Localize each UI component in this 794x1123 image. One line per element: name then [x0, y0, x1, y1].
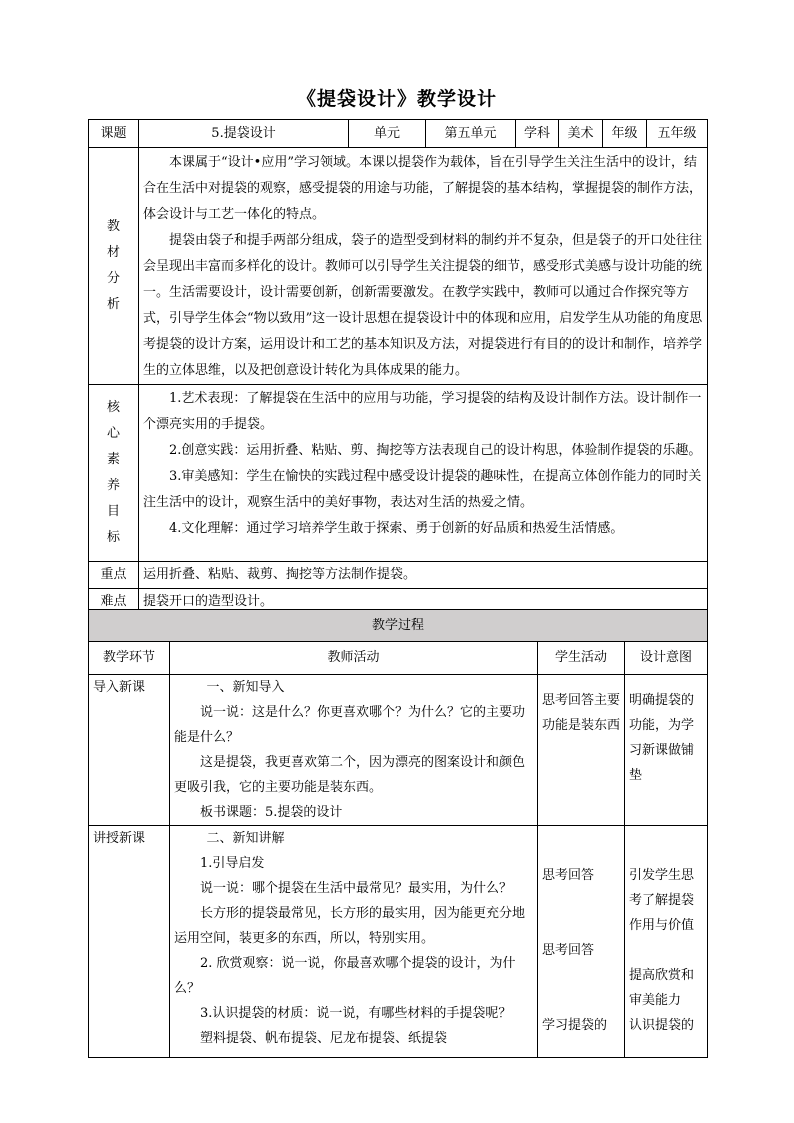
unit-label: 单元: [349, 120, 426, 148]
teacher-line: 塑料提袋、帆布提袋、尼龙布提袋、纸提袋: [200, 1031, 448, 1046]
teacher-line: 二、新知讲解: [206, 831, 285, 846]
unit-value: 第五单元: [426, 120, 516, 148]
column-header-intent: 设计意图: [625, 642, 708, 675]
lesson-value: 5.提袋设计: [139, 120, 349, 148]
material-analysis-content: [139, 148, 708, 385]
design-intent-cell: [625, 826, 708, 1058]
difficulty-label: 难点: [89, 589, 139, 616]
design-intent-text: 提高欣赏和审美能力: [629, 968, 695, 1008]
core-goals-label: 核 心 素 养 目 标: [89, 385, 139, 562]
grade-value: 五年级: [647, 120, 708, 148]
stage-cell: 讲授新课: [89, 826, 170, 1058]
design-intent-text: 明确提袋的功能，为学习新课做铺垫: [629, 693, 695, 783]
core-goals-content: [139, 385, 708, 562]
teacher-line: 2. 欣赏观察：说一说，你最喜欢哪个提袋的设计，为什么？: [174, 956, 516, 996]
column-header-stage: 教学环节: [89, 642, 170, 675]
material-paragraph: 提袋由袋子和提手两部分组成，袋子的造型受到材料的制约并不复杂，但是袋子的开口处往往会呈现出丰富而多样化的设计。教师可以引导学生关注提袋的细节，感受形式美感与设计功能的统一。生活需要设计，设计需要创新，创新需要激发。在教学实践中，教师可以通过合作探究等方式，引导学生体会“物以致用”这一设计思想在提袋设计中的体现和应用，启发学生从功能的角度思考提袋的设计方案，运用设计和工艺的基本知识及方法，对提袋进行有目的的设计和制作，培养学生的立体思维，以及把创意设计转化为具体成果的能力。: [143, 233, 703, 378]
document-title: 《提袋设计》教学设计: [296, 88, 497, 110]
student-activity-text: 思考回答: [542, 868, 595, 883]
teacher-line: 一、新知导入: [206, 680, 285, 695]
student-activity-text: 思考回答: [542, 943, 595, 958]
teacher-line: 板书课题：5.提袋的设计: [200, 805, 343, 820]
teaching-process-table: [88, 609, 708, 1058]
design-intent-text: 认识提袋的: [629, 1018, 695, 1033]
student-activity-text: 思考回答主要功能是装东西: [542, 693, 621, 733]
stage-cell: 导入新课: [89, 675, 170, 826]
teacher-activity-cell: [170, 826, 538, 1058]
material-paragraph: 本课属于“设计•应用”学习领域。本课以提袋作为载体，旨在引导学生关注生活中的设计，结合在生活中对提袋的观察，感受提袋的用途与功能，了解提袋的基本结构，掌握提袋的制作方法，体会设计与工艺一体化的特点。: [143, 155, 703, 222]
teacher-line: 这是提袋，我更喜欢第二个，因为漂亮的图案设计和颜色更吸引我，它的主要功能是装东西。: [174, 755, 526, 795]
student-activity-cell: [538, 826, 625, 1058]
key-point-value: 运用折叠、粘贴、裁剪、掏挖等方法制作提袋。: [139, 562, 708, 589]
student-activity-cell: [538, 675, 625, 826]
goal-paragraph: 4.文化理解：通过学习培养学生敢于探索、勇于创新的好品质和热爱生活情感。: [169, 521, 624, 536]
subject-value: 美术: [559, 120, 603, 148]
design-intent-text: 引发学生思考了解提袋作用与价值: [629, 868, 695, 933]
design-intent-cell: [625, 675, 708, 826]
student-activity-text: 学习提袋的: [542, 1018, 608, 1033]
subject-label: 学科: [516, 120, 559, 148]
grade-label: 年级: [603, 120, 647, 148]
teacher-line: 说一说：哪个提袋在生活中最常见？最实用，为什么？: [200, 881, 513, 896]
process-title: 教学过程: [89, 610, 708, 642]
material-analysis-label: 教 材 分 析: [89, 148, 139, 385]
teacher-line: 说一说：这是什么？你更喜欢哪个？为什么？它的主要功能是什么？: [174, 705, 526, 745]
key-point-label: 重点: [89, 562, 139, 589]
lesson-label: 课题: [89, 120, 139, 148]
goal-paragraph: 2.创意实践：运用折叠、粘贴、剪、掏挖等方法表现自己的设计构思，体验制作提袋的乐趣。: [169, 443, 702, 458]
difficulty-value: 提袋开口的造型设计。: [139, 589, 708, 616]
teacher-line: 3.认识提袋的材质：说一说，有哪些材料的手提袋呢？: [200, 1006, 512, 1021]
teacher-line: 1.引导启发: [200, 856, 265, 871]
lesson-info-table: [88, 119, 708, 616]
column-header-teacher: 教师活动: [170, 642, 538, 675]
column-header-student: 学生活动: [538, 642, 625, 675]
goal-paragraph: 3.审美感知：学生在愉快的实践过程中感受设计提袋的趣味性，在提高立体创作能力的同时关注生活中的设计，观察生活中的美好事物，表达对生活的热爱之情。: [143, 469, 702, 510]
teacher-line: 长方形的提袋最常见，长方形的最实用，因为能更充分地运用空间，装更多的东西，所以，特别实用。: [174, 906, 526, 946]
goal-paragraph: 1.艺术表现：了解提袋在生活中的应用与功能，学习提袋的结构及设计制作方法。设计制作一个漂亮实用的手提袋。: [143, 391, 702, 432]
teacher-activity-cell: [170, 675, 538, 826]
